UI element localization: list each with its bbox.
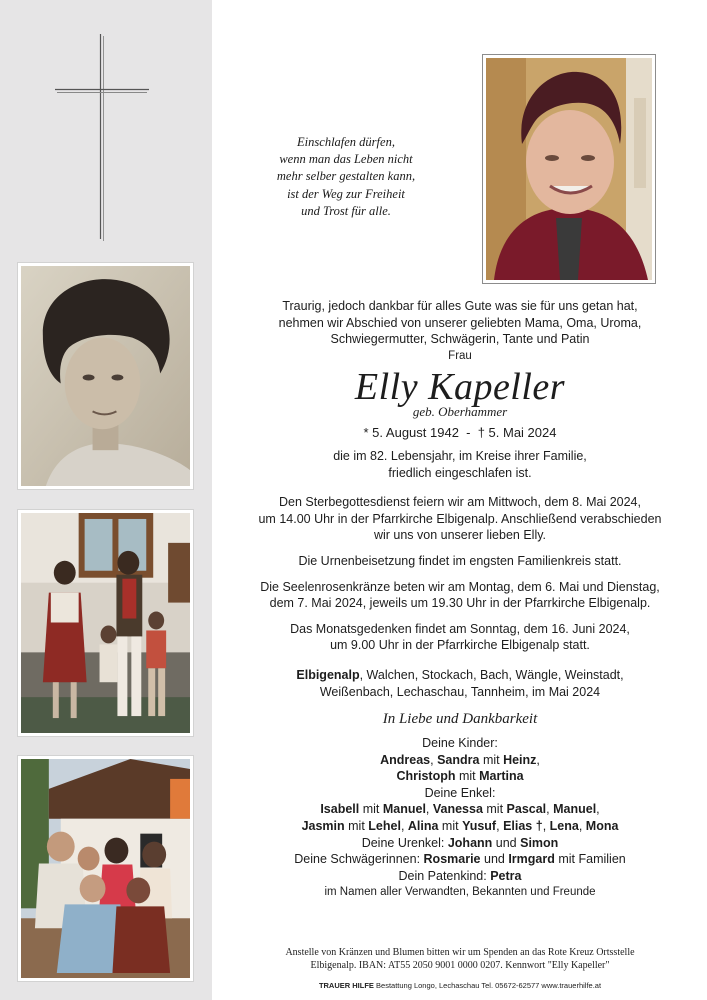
salutation: Frau <box>448 349 472 362</box>
intro-line: nehmen wir Abschied von unserer geliebten Mama, Oma, Uroma, <box>278 315 642 330</box>
poem-line: ist der Weg zur Freiheit <box>287 186 405 201</box>
children-line: Christoph mit Martina <box>396 769 524 784</box>
great-grandchildren-line: Deine Urenkel: Johann und Simon <box>361 835 559 850</box>
main-text <box>225 298 695 901</box>
poem-line: und Trost für alle. <box>301 203 391 218</box>
footer-text: Bestattung Longo, Lechaschau Tel. 05672-62577 www.trauerhilfe.at <box>373 981 602 990</box>
group-photo <box>17 755 194 982</box>
grandchildren-label: Deine Enkel: <box>424 785 496 800</box>
footer-brand: TRAUER HILFE <box>318 981 374 990</box>
rosary-line: Die Seelenrosenkränze beten wir am Montag, dem 6. Mai und Dienstag, <box>260 579 660 594</box>
footer <box>225 981 695 991</box>
intro-line: Schwiegermutter, Schwägerin, Tante und Patin <box>330 332 590 347</box>
sidebar <box>0 0 212 1000</box>
place-bold: Elbigenalp <box>296 667 360 682</box>
donation-line: Anstelle von Kränzen und Blumen bitten wir um Spenden an das Rote Kreuz Ortsstelle <box>285 947 635 958</box>
memorial-line: um 9.00 Uhr in der Pfarrkirche Elbigenalp statt. <box>330 638 590 653</box>
poem-line: mehr selber gestalten kann, <box>276 169 416 184</box>
poem-line: Einschlafen dürfen, <box>297 135 395 149</box>
passing-line: die im 82. Lebensjahr, im Kreise ihrer Familie, <box>333 448 587 463</box>
family-photo <box>17 509 194 737</box>
place-line-2: Weißenbach, Lechaschau, Tannheim, im Mai 2024 <box>319 684 601 699</box>
place-rest: , Walchen, Stockach, Bach, Wängle, Weinstadt, <box>359 667 624 682</box>
place-line <box>225 667 695 684</box>
cross-icon <box>55 34 150 244</box>
children-line: Andreas, Sandra mit Heinz, <box>380 752 540 767</box>
intro-line: Traurig, jedoch dankbar für alles Gute was sie für uns getan hat, <box>282 299 638 313</box>
rosary-line: dem 7. Mai 2024, jeweils um 19.30 Uhr in der Pfarrkirche Elbigenalp. <box>269 596 651 611</box>
memorial-line: Das Monatsgedenken findet am Sonntag, dem 16. Juni 2024, <box>290 621 630 636</box>
sisters-in-law-line: Deine Schwägerinnen: Rosmarie und Irmgard mit Familien <box>294 852 626 867</box>
young-portrait-photo <box>17 262 194 490</box>
relatives-line: im Namen aller Verwandten, Bekannten und Freunde <box>324 886 596 899</box>
closing-phrase: In Liebe und Dankbarkeit <box>382 711 538 728</box>
poem <box>262 134 430 220</box>
life-dates: * 5. August 1942 - † 5. Mai 2024 <box>363 425 557 441</box>
deceased-name: Elly Kapeller <box>354 366 566 409</box>
main-portrait-photo <box>482 54 656 284</box>
passing-line: friedlich eingeschlafen ist. <box>388 465 532 480</box>
service-line: wir uns von unserer lieben Elly. <box>373 528 547 543</box>
service-line: um 14.00 Uhr in der Pfarrkirche Elbigenalp. Anschließend verabschieden <box>258 511 662 526</box>
donation-line: Elbigenalp. IBAN: AT55 2050 9001 0000 0207. Kennwort "Elly Kapeller" <box>310 960 610 971</box>
donation-note <box>225 946 695 972</box>
poem-line: wenn man das Leben nicht <box>279 152 413 167</box>
grandchildren-line: Isabell mit Manuel, Vanessa mit Pascal, Manuel, <box>320 802 600 817</box>
children-label: Deine Kinder: <box>422 736 498 751</box>
godchild-line: Dein Patenkind: Petra <box>398 868 522 883</box>
maiden-name: geb. Oberhammer <box>412 404 508 420</box>
grandchildren-line: Jasmin mit Lehel, Alina mit Yusuf, Elias †, Lena, Mona <box>301 819 619 834</box>
urn-line: Die Urnenbeisetzung findet im engsten Familienkreis statt. <box>298 553 622 568</box>
service-line: Den Sterbegottesdienst feiern wir am Mittwoch, dem 8. Mai 2024, <box>279 495 641 510</box>
